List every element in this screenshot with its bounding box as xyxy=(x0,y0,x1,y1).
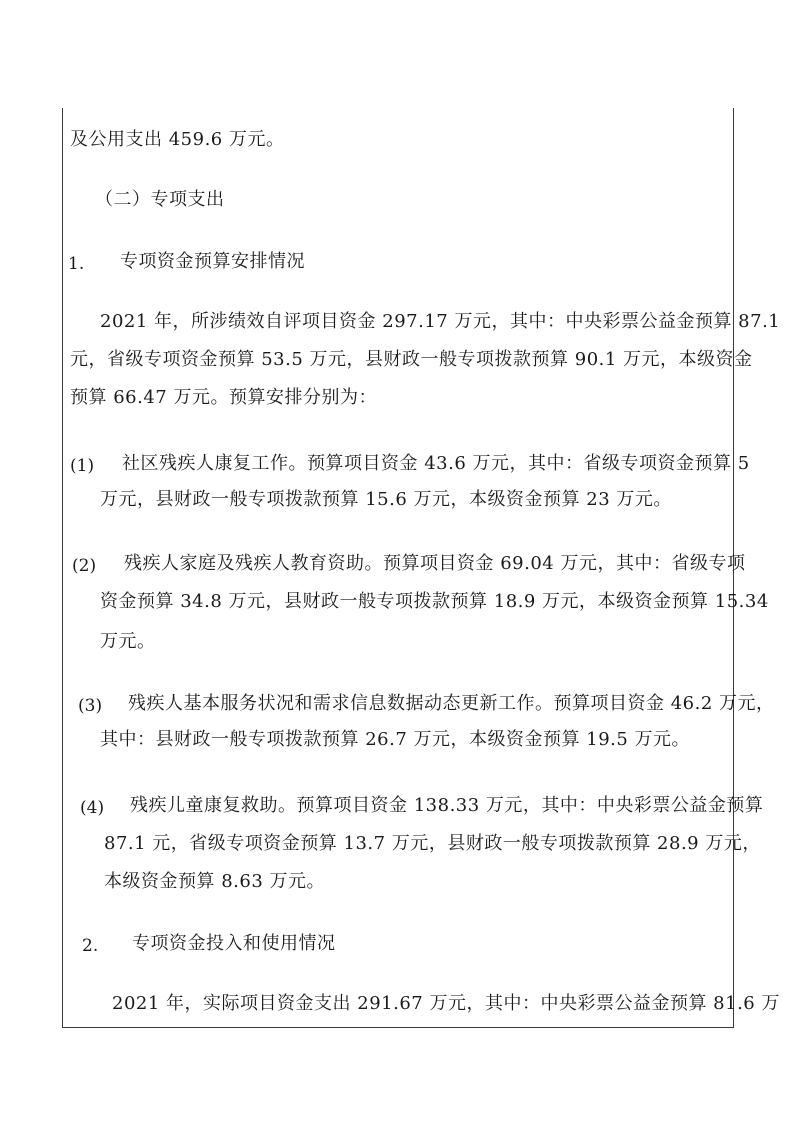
list-marker: (2) xyxy=(72,556,97,576)
text-line: 87.1 元，省级专项资金预算 13.7 万元，县财政一般专项拨款预算 28.9 万元， xyxy=(104,833,761,854)
text-line: 其中：县财政一般专项拨款预算 26.7 万元，本级资金预算 19.5 万元。 xyxy=(100,729,691,750)
text-line: 预算 66.47 万元。预算安排分别为： xyxy=(70,387,377,408)
subsection-heading: 专项资金预算安排情况 xyxy=(120,251,305,272)
section-heading: （二）专项支出 xyxy=(95,189,225,210)
text-line: 万元。 xyxy=(100,631,156,652)
list-marker: (4) xyxy=(80,798,105,818)
text-line: 2021 年，所涉绩效自评项目资金 297.17 万元，其中：中央彩票公益金预算 87.1 xyxy=(100,311,781,332)
page-frame-bottom-border xyxy=(62,1027,734,1028)
text-line: 万元，县财政一般专项拨款预算 15.6 万元，本级资金预算 23 万元。 xyxy=(100,489,672,510)
list-marker: 1. xyxy=(68,254,85,274)
text-line: 残疾人家庭及残疾人教育资助。预算项目资金 69.04 万元，其中：省级专项 xyxy=(124,553,746,574)
text-line: 社区残疾人康复工作。预算项目资金 43.6 万元，其中：省级专项资金预算 5 xyxy=(122,453,750,474)
list-marker: (1) xyxy=(70,456,95,476)
text-line: 残疾人基本服务状况和需求信息数据动态更新工作。预算项目资金 46.2 万元， xyxy=(128,693,775,714)
page-frame-left-border xyxy=(62,108,63,1028)
list-marker: 2. xyxy=(82,936,99,956)
text-line: 及公用支出 459.6 万元。 xyxy=(70,129,285,150)
text-line: 资金预算 34.8 万元，县财政一般专项拨款预算 18.9 万元，本级资金预算 15.34 xyxy=(100,591,769,612)
text-line: 残疾儿童康复救助。预算项目资金 138.33 万元，其中：中央彩票公益金预算 xyxy=(130,795,764,816)
text-line: 本级资金预算 8.63 万元。 xyxy=(104,871,326,892)
text-line: 元，省级专项资金预算 53.5 万元，县财政一般专项拨款预算 90.1 万元，本级资金 xyxy=(70,349,753,370)
list-marker: (3) xyxy=(78,696,103,716)
text-line: 2021 年，实际项目资金支出 291.67 万元，其中：中央彩票公益金预算 81.6 万 xyxy=(112,993,780,1014)
subsection-heading: 专项资金投入和使用情况 xyxy=(132,933,336,954)
